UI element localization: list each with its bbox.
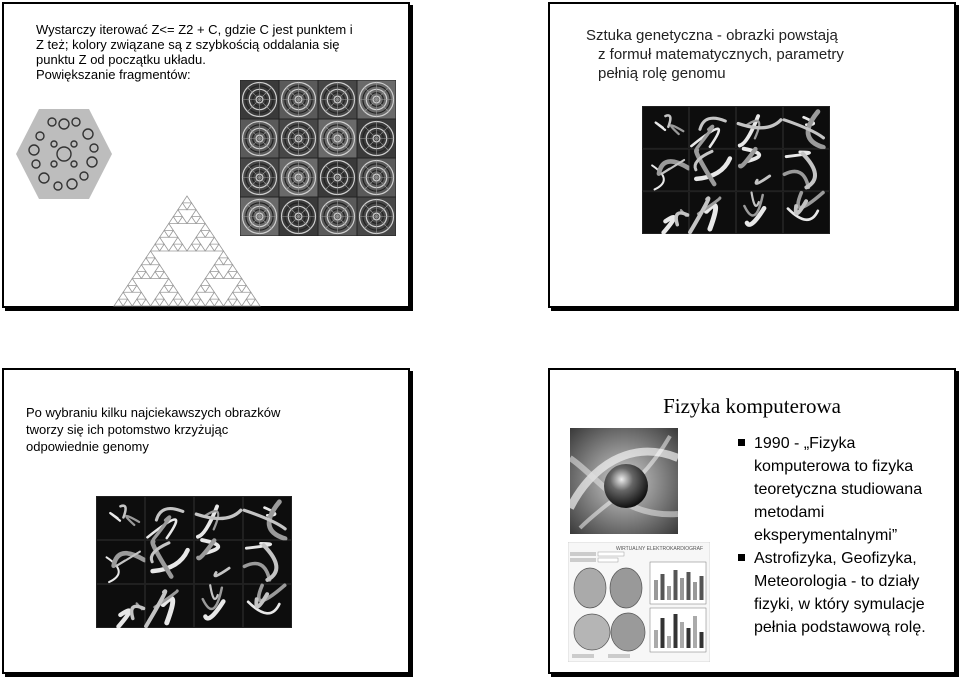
slide-genome-crossing (2, 368, 410, 674)
swirl-sphere-image (570, 428, 678, 534)
slide3-line-3: odpowiednie genomy (26, 439, 149, 454)
genetic-art-grid-image (642, 106, 830, 234)
slide2-title (586, 26, 946, 83)
slide1-text (36, 22, 406, 82)
bullet-computational-physics-definition: 1990 - „Fizyka komputerowa to fizyka teoretyczna studiowana metodami eksperymentalnymi” (738, 432, 954, 547)
slide2-line-3: pełnią rolę genomu (598, 65, 726, 82)
bullet-simulation-fields: Astrofizyka, Geofizyka, Meteorologia - to działy fizyki, w który symulacje pełnia podstawową rolę. (738, 547, 954, 639)
slide4-title: Fizyka komputerowa (663, 394, 841, 418)
slide-fractals (2, 2, 410, 308)
slide2-line-2: z formuł matematycznych, parametry (598, 46, 844, 63)
ecg-figure-header: WIRTUALNY ELEKTROKARDIOGRAF (616, 546, 704, 552)
sierpinski-triangle-image (112, 194, 262, 308)
offspring-grid-image (96, 496, 292, 628)
slide1-line-1: Wystarczy iterować Z<= Z2 + C, gdzie C jest punktem i (36, 22, 353, 37)
slide1-line-4: Powiększanie fragmentów: (36, 67, 191, 82)
mandelbrot-zoom-grid (240, 80, 396, 236)
hexagon-fractal-image (14, 104, 114, 204)
slide3-line-1: Po wybraniu kilku najciekawszych obrazków (26, 405, 281, 420)
slide3-text (26, 404, 366, 455)
virtual-ecg-figure (568, 542, 710, 662)
slide4-bullet-list (738, 432, 954, 639)
slide2-line-1: Sztuka genetyczna - obrazki powstają (586, 27, 838, 44)
slide-computational-physics (548, 368, 956, 674)
slide3-line-2: tworzy się ich potomstwo krzyżując (26, 422, 229, 437)
slide1-line-3: punktu Z od początku układu. (36, 52, 206, 67)
slide-genetic-art (548, 2, 956, 308)
slide1-line-2: Z też; kolory związane są z szybkością oddalania się (36, 37, 340, 52)
